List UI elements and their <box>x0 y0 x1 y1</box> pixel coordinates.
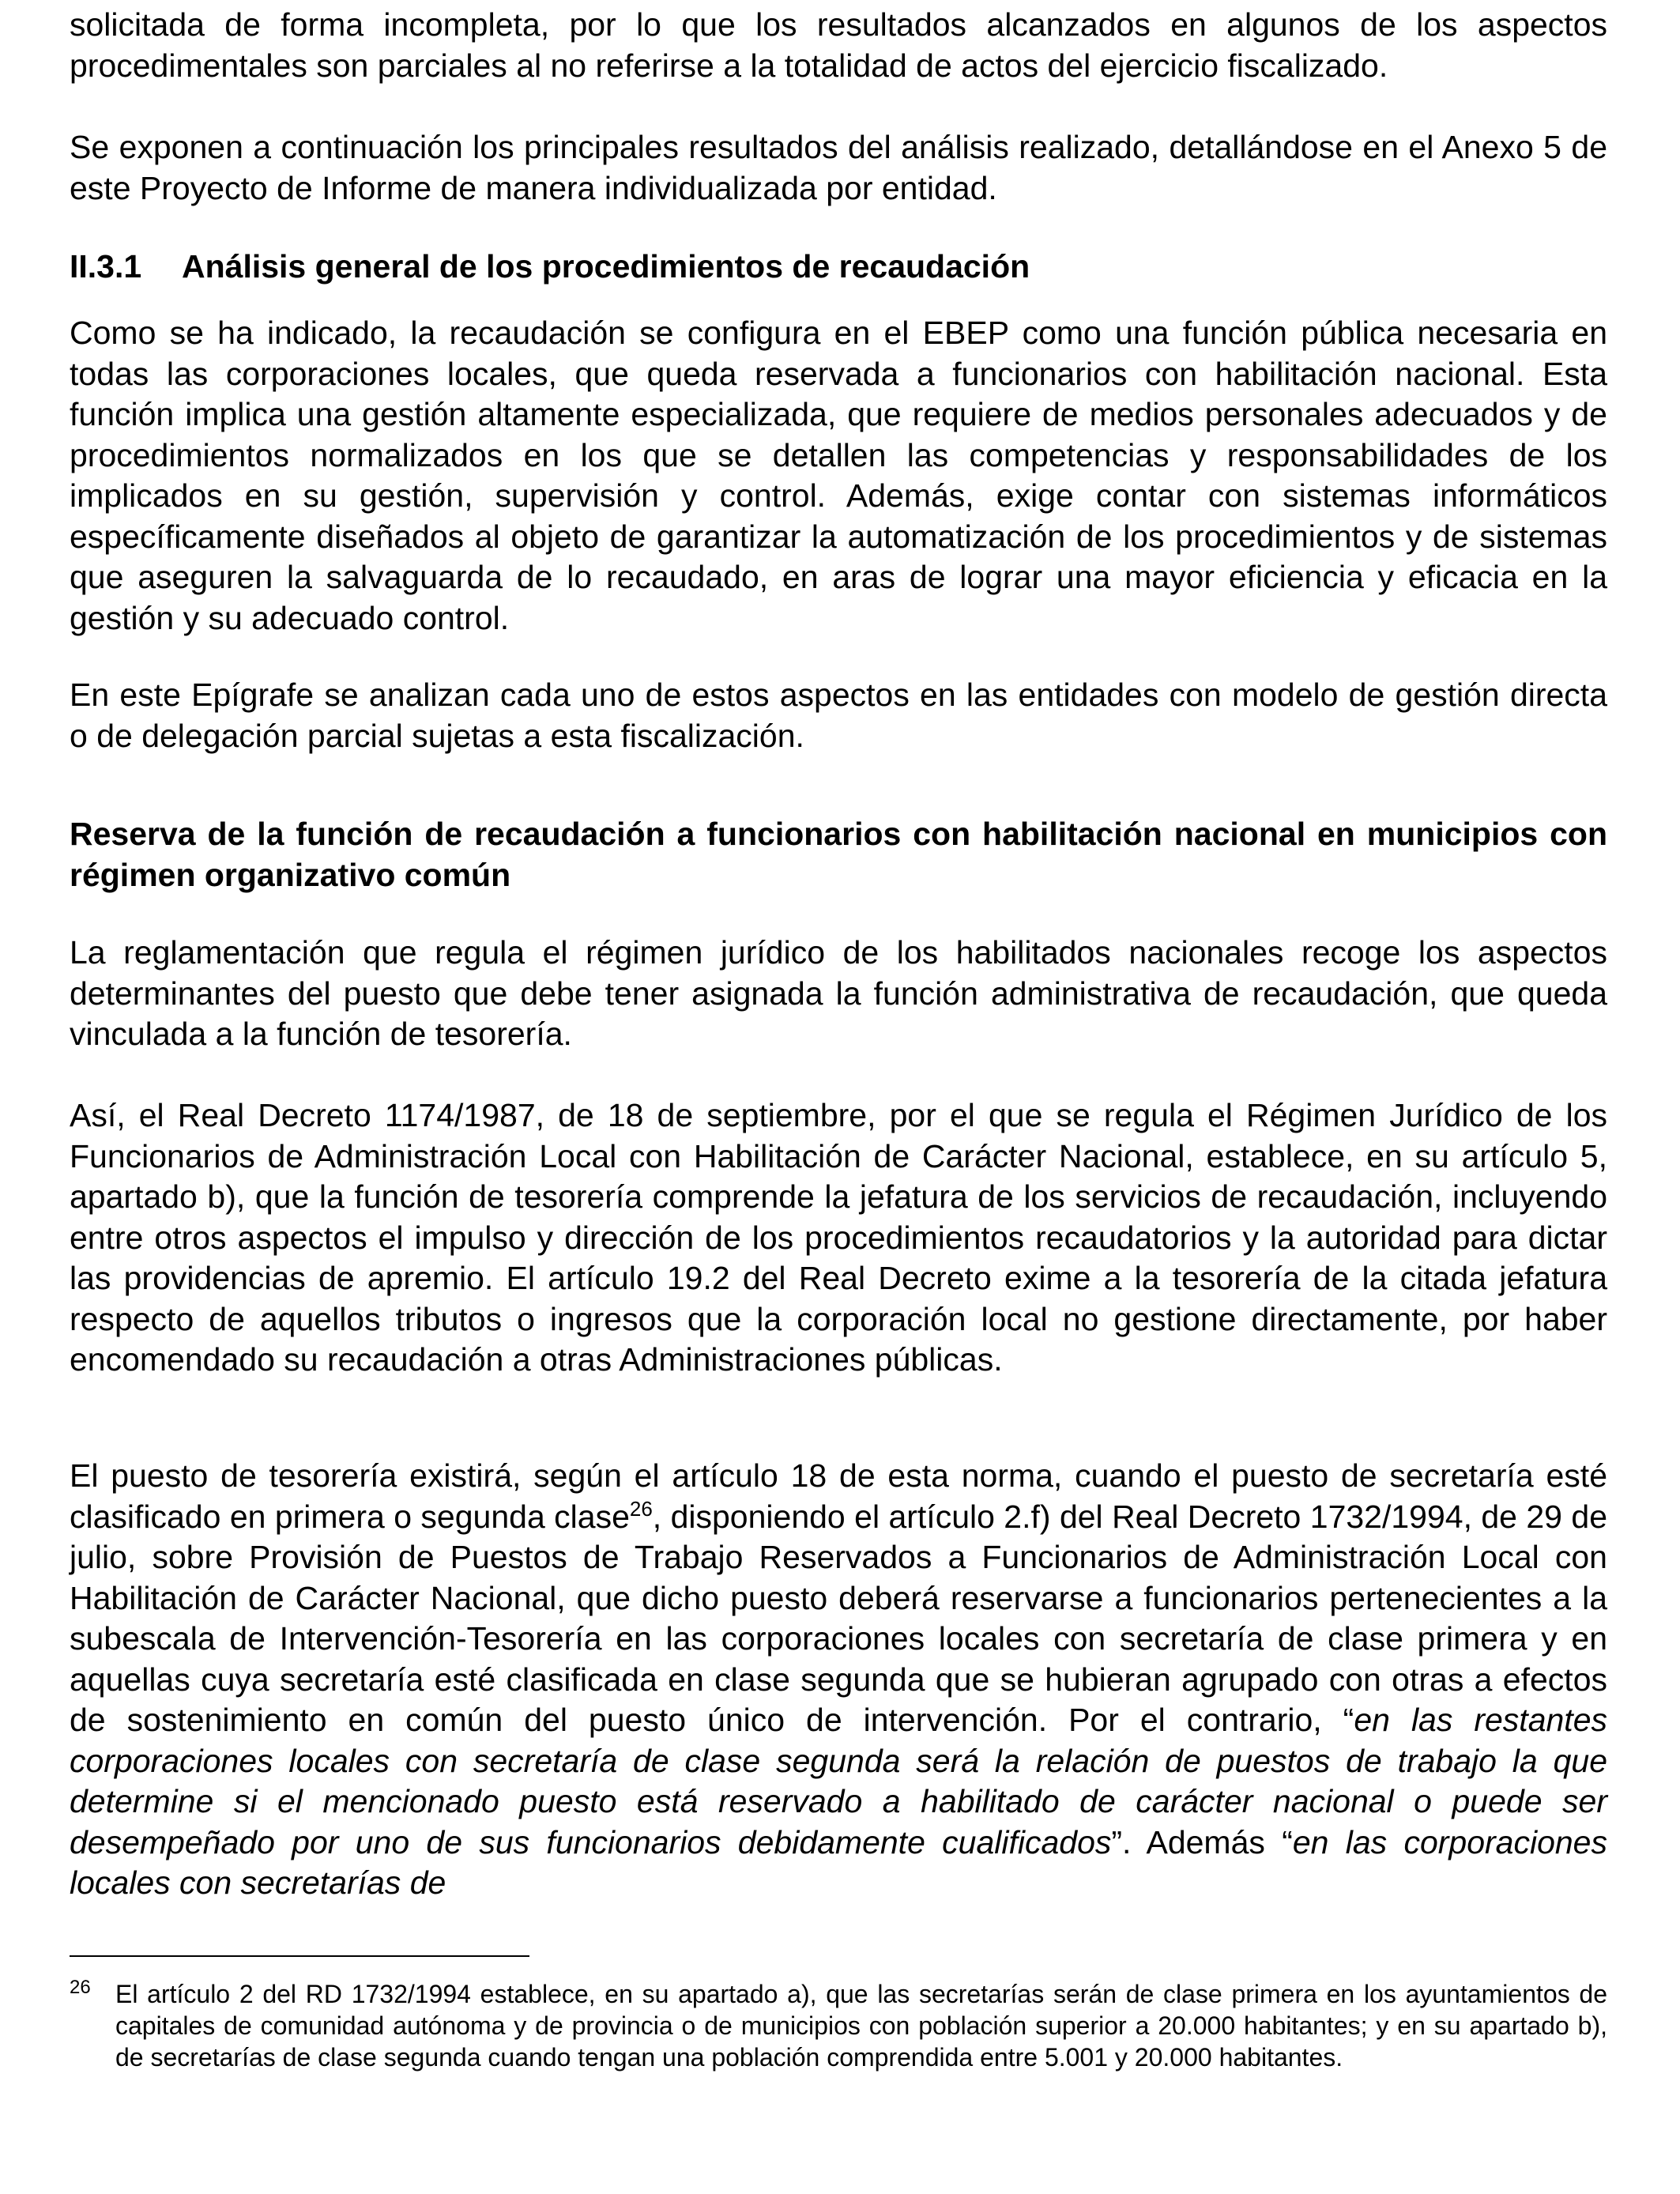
footnote <box>70 1978 1607 2073</box>
subsection-heading-reserva: Reserva de la función de recaudación a funcionarios con habilitación nacional en municipios con régimen organizativo común <box>70 816 1607 893</box>
section-number: II.3.1 <box>70 248 142 285</box>
footnote-number: 26 <box>70 1977 91 1998</box>
paragraph-reglamentacion: La reglamentación que regula el régimen jurídico de los habilitados nacionales recoge los aspectos determinantes del puesto que debe tener asignada la función administrativa de recaudación, que queda vinculada a la función de tesorería. <box>70 934 1607 1052</box>
quoted-text: en las corporaciones locales con secretarías de <box>70 1823 1607 1901</box>
paragraph-text: , disponiendo el artículo 2.f) del Real Decreto 1732/1994, de 29 de julio, sobre Provisión de Puestos de Trabajo Reservados a Funcionarios de Administración Local con Habilitación de Carácter Nacional, que dicho puesto deberá reservarse a funcionarios pertenecientes a la subescala de Intervención-Tesorería en las corporaciones locales con secretaría de clase primera y en aquellas cuya secretaría esté clasificada en clase segunda que se hubieran agrupado con otras a efectos de sostenimiento en común del puesto único de intervención. Por el contrario, “ <box>70 1498 1607 1738</box>
paragraph-real-decreto: Así, el Real Decreto 1174/1987, de 18 de septiembre, por el que se regula el Régimen Jurídico de los Funcionarios de Administración Local con Habilitación de Carácter Nacional, establece, en su artículo 5, apartado b), que la función de tesorería comprende la jefatura de los servicios de recaudación, incluyendo entre otros aspectos el impulso y dirección de los procedimientos recaudatorios y la autoridad para dictar las providencias de apremio. El artículo 19.2 del Real Decreto exime a la tesorería de la citada jefatura respecto de aquellos tributos o ingresos que la corporación local no gestione directamente, por haber encomendado su recaudación a otras Administraciones públicas. <box>70 1097 1607 1378</box>
paragraph-intro-results: Se exponen a continuación los principales resultados del análisis realizado, detallándose en el Anexo 5 de este Proyecto de Informe de manera individualizada por entidad. <box>70 129 1607 206</box>
paragraph-recaudacion-function: Como se ha indicado, la recaudación se configura en el EBEP como una función pública necesaria en todas las corporaciones locales, que queda reservada a funcionarios con habilitación nacional. Esta función implica una gestión altamente especializada, que requiere de medios personales adecuados y de procedimientos normalizados en los que se detallen las competencias y responsabilidades de los implicados en su gestión, supervisión y control. Además, exige contar con sistemas informáticos específicamente diseñados al objeto de garantizar la automatización de los procedimientos y de sistemas que aseguren la salvaguarda de lo recaudado, en aras de lograr una mayor eficiencia y eficacia en la gestión y su adecuado control. <box>70 315 1607 636</box>
footnote-separator <box>70 1955 529 1957</box>
paragraph-puesto-tesoreria <box>70 1456 1607 1904</box>
section-title: Análisis general de los procedimientos de recaudación <box>182 248 1030 285</box>
section-heading-ii-3-1 <box>70 247 1607 288</box>
quoted-text: en las restantes corporaciones locales con secretaría de clase segunda será la relación de puestos de trabajo la que determine si el mencionado puesto está reservado a habilitado de carácter nacional o puede ser desempeñado por uno de sus funcionarios debidamente cualificados <box>70 1702 1607 1860</box>
footnote-text: El artículo 2 del RD 1732/1994 establece, en su apartado a), que las secretarías serán de clase primera en los ayuntamientos de capitales de comunidad autónoma y de provincia o de municipios con población superior a 20.000 habitantes; y en su apartado b), de secretarías de clase segunda cuando tengan una población comprendida entre 5.001 y 20.000 habitantes. <box>115 1980 1607 2071</box>
paragraph-epigrafe: En este Epígrafe se analizan cada uno de estos aspectos en las entidades con modelo de gestión directa o de delegación parcial sujetas a esta fiscalización. <box>70 677 1607 754</box>
paragraph-continuation: solicitada de forma incompleta, por lo que los resultados alcanzados en algunos de los aspectos procedimentales son parciales al no referirse a la totalidad de actos del ejercicio fiscalizado. <box>70 6 1607 84</box>
footnote-reference: 26 <box>629 1496 653 1521</box>
paragraph-text: El puesto de tesorería existirá, según el artículo 18 de esta norma, cuando el puesto de secretaría esté clasificado en primera o segunda clase <box>70 1457 1607 1535</box>
paragraph-text: ”. Además “ <box>1111 1823 1293 1860</box>
